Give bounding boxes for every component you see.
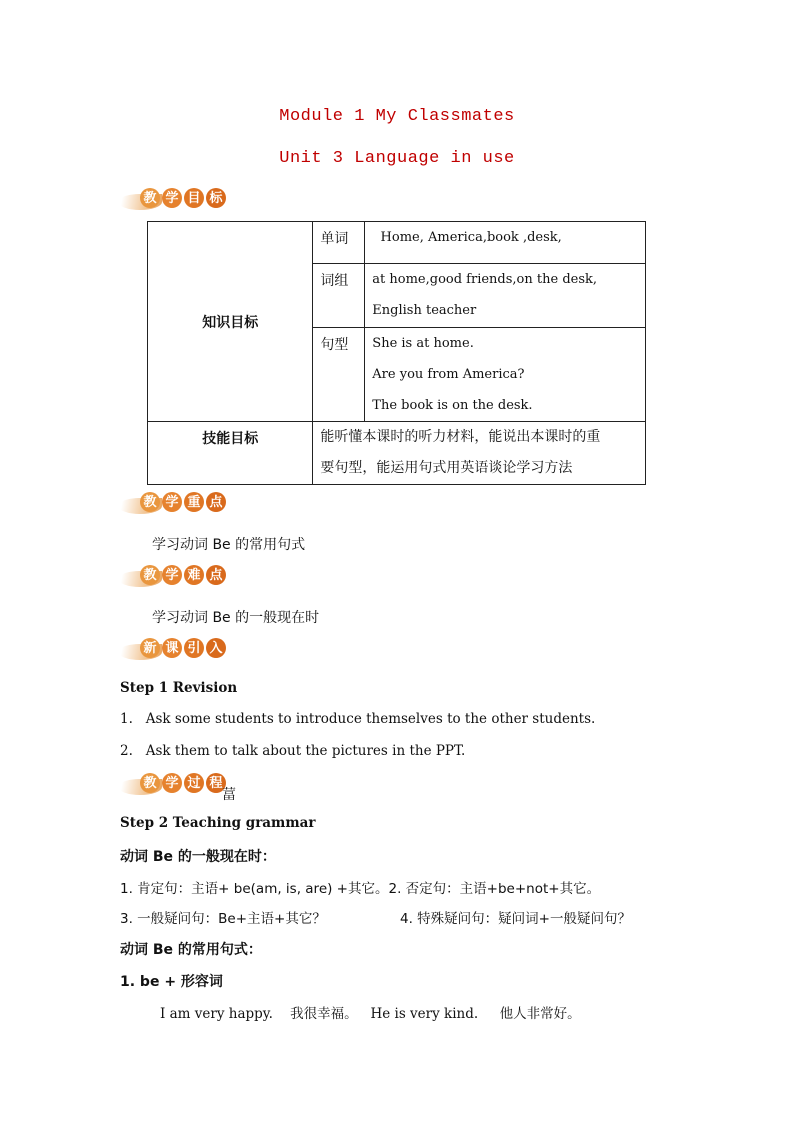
row-label-sentences: 句型 (313, 328, 365, 422)
skill-cell (313, 422, 646, 485)
badge-char: 教 (140, 773, 160, 793)
grammar-line: 4. 特殊疑问句：疑问词+一般疑问句？ (400, 911, 631, 927)
step1-item: 2. Ask them to talk about the pictures in the PPT. (120, 743, 466, 759)
step1-item: 1. Ask some students to introduce themselves to the other students. (120, 711, 596, 727)
sentences-cell (365, 328, 646, 422)
badge-char: 重 (184, 492, 204, 512)
row-label-words: 单词 (313, 222, 365, 264)
objectives-table (147, 221, 646, 485)
skill-line: 能听懂本课时的听力材料，能说出本课时的重 (320, 429, 601, 445)
example-line: I am very happy. 我很幸福。 He is very kind. 他人非常好。 (160, 1006, 581, 1022)
key-point-text: 学习动词 Be 的常用句式 (152, 537, 306, 553)
step2-title: Step 2 Teaching grammar (120, 815, 316, 831)
sentence-line: Are you from America? (372, 367, 525, 382)
knowledge-label: 知识目标 (148, 222, 313, 422)
section-badge-objectives (118, 188, 248, 214)
badge-char: 引 (184, 638, 204, 658)
badge-char: 标 (206, 188, 226, 208)
badge-char: 点 (206, 492, 226, 512)
badge-char: 新 (140, 638, 160, 658)
badge-char: 点 (206, 565, 226, 585)
words-line: Home, America,book ,desk, (372, 230, 562, 245)
phrase-line: at home,good friends,on the desk, (372, 272, 598, 287)
sentence-line: She is at home. (372, 336, 474, 351)
badge-char: 目 (184, 188, 204, 208)
badge-char: 学 (162, 565, 182, 585)
skill-line: 要句型，能运用句式用英语谈论学习方法 (320, 460, 573, 476)
phrases-cell (365, 264, 646, 328)
section-badge-difficulty (118, 565, 248, 591)
badge-char: 程 (206, 773, 226, 793)
sentence-line: The book is on the desk. (372, 398, 533, 413)
badge-char: 学 (162, 492, 182, 512)
phrase-line: English teacher (372, 303, 477, 318)
stray-glyph: 葍 (222, 787, 236, 803)
badge-char: 过 (184, 773, 204, 793)
page-title: Module 1 My Classmates (279, 107, 515, 126)
badge-char: 教 (140, 188, 160, 208)
row-label-phrases: 词组 (313, 264, 365, 328)
page-subtitle: Unit 3 Language in use (279, 149, 515, 168)
badge-char: 入 (206, 638, 226, 658)
section-badge-key-point (118, 492, 248, 518)
pattern-heading: 动词 Be 的常用句式： (120, 942, 262, 958)
grammar-line: 3. 一般疑问句：Be+主语+其它？ (120, 911, 326, 927)
badge-char: 教 (140, 492, 160, 512)
grammar-line: 1. 肯定句：主语+ be(am, is, are) +其它。2. 否定句：主语+be+not+其它。 (120, 881, 601, 897)
step1-title: Step 1 Revision (120, 680, 238, 696)
grammar-heading: 动词 Be 的一般现在时： (120, 849, 276, 865)
section-badge-intro (118, 638, 248, 664)
difficulty-text: 学习动词 Be 的一般现在时 (152, 610, 320, 626)
pattern-item: 1. be + 形容词 (120, 974, 223, 990)
badge-char: 学 (162, 773, 182, 793)
badge-char: 教 (140, 565, 160, 585)
skill-label: 技能目标 (148, 422, 313, 485)
badge-char: 学 (162, 188, 182, 208)
words-cell (365, 222, 646, 264)
badge-char: 课 (162, 638, 182, 658)
badge-char: 难 (184, 565, 204, 585)
